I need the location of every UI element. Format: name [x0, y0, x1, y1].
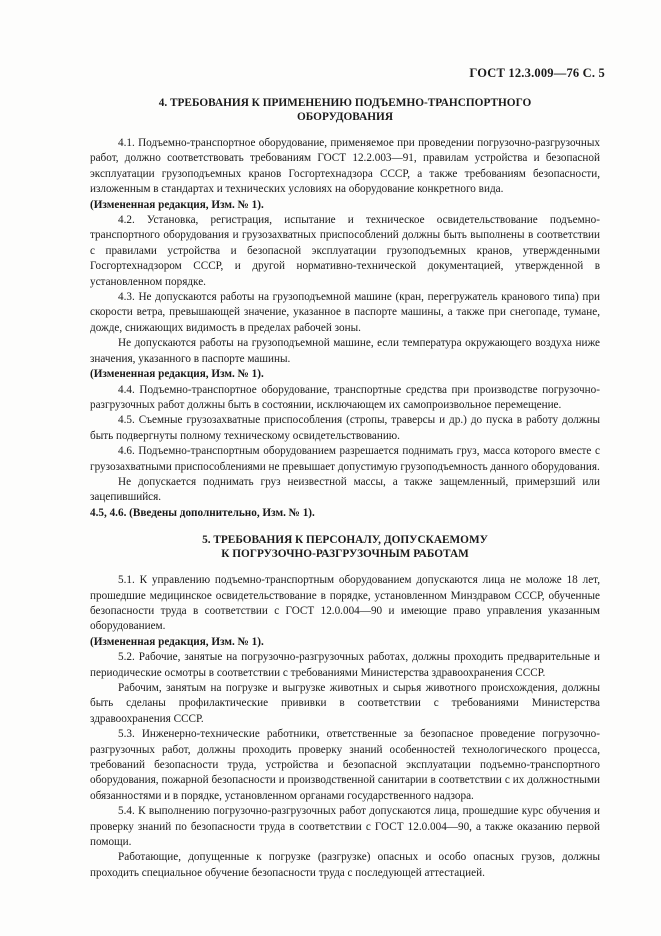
- amendment-note-4-1: (Измененная редакция, Изм. № 1).: [90, 198, 264, 211]
- section-4-title: [90, 96, 600, 124]
- section-5-title-line2: К ПОГРУЗОЧНО-РАЗГРУЗОЧНЫМ РАБОТАМ: [221, 548, 469, 561]
- section-5-title: [90, 533, 600, 561]
- clause-4-3: 4.3. Не допускаются работы на грузоподъемной машине (кран, перегружатель кранового типа) при скорости ветра, превышающей значение, указанное в паспорте машины, а также при снегопаде, тумане, дожде, снижающих видимость в пределах рабочей зоны.: [90, 291, 600, 334]
- clause-4-5: 4.5. Съемные грузозахватные приспособления (стропы, траверсы и др.) до пуска в работу должны быть подвергнуты полному техническому освидетельствованию.: [90, 414, 600, 442]
- clause-4-4: 4.4. Подъемно-транспортное оборудование, транспортные средства при производстве погрузочно-разгрузочных работ должны быть в состоянии, исключающем их самопроизвольное перемещение.: [90, 383, 600, 411]
- amendment-note-5-1: (Измененная редакция, Изм. № 1).: [90, 635, 264, 648]
- page-header-doc-ref: ГОСТ 12.3.009—76 С. 5: [469, 66, 605, 80]
- section-5-title-line1: 5. ТРЕБОВАНИЯ К ПЕРСОНАЛУ, ДОПУСКАЕМОМУ: [202, 534, 488, 547]
- page-content: [90, 96, 600, 881]
- clause-4-1: 4.1. Подъемно-транспортное оборудование, применяемое при проведении погрузочно-разгрузочных работ, должно соответствовать требованиям ГОСТ 12.2.003—91, правилам устройства и безопасной эксплуатации грузоподъемных кранов Госгортехнадзора СССР, а также требованиям безопасности, изложенным в стандартах и технических условиях на оборудование конкретного вида.: [90, 137, 600, 196]
- clause-5-2-paragraph-2: Рабочим, занятым на погрузке и выгрузке животных и сырья животного происхождения, должны быть сделаны профилактические прививки в соответствии с требованиями Министерства здравоохранения СССР.: [90, 682, 600, 725]
- clause-5-3: 5.3. Инженерно-технические работники, ответственные за безопасное проведение погрузочно-разгрузочных работ, должны проходить проверку знаний особенностей технологического процесса, требований безопасности труда, устройства и безопасной эксплуатации подъемно-транспортного оборудования, пожарной безопасности и производственной санитарии в соответствии с их должностными обязанностями и в порядке, установленном органами государственного надзора.: [90, 728, 600, 802]
- clause-5-4-paragraph-2: Работающие, допущенные к погрузке (разгрузке) опасных и особо опасных грузов, должны проходить специальное обучение безопасности труда с последующей аттестацией.: [90, 851, 600, 879]
- section-4-title-line1: 4. ТРЕБОВАНИЯ К ПРИМЕНЕНИЮ ПОДЪЕМНО-ТРАНСПОРТНОГО: [158, 97, 532, 109]
- amendment-note-4-5-4-6: 4.5, 4.6. (Введены дополнительно, Изм. № 1).: [90, 506, 315, 519]
- amendment-note-4-3: (Измененная редакция, Изм. № 1).: [90, 368, 264, 381]
- clause-5-2: 5.2. Рабочие, занятые на погрузочно-разгрузочных работах, должны проходить предварительные и периодические осмотры в соответствии с требованиями Министерства здравоохранения СССР.: [90, 651, 600, 679]
- section-4-title-line2: ОБОРУДОВАНИЯ: [296, 111, 393, 123]
- clause-4-6: 4.6. Подъемно-транспортным оборудованием разрешается поднимать груз, масса которого вместе с грузозахватными приспособлениями не превышает допустимую грузоподъемность данного оборудования.: [90, 445, 600, 473]
- clause-4-2: 4.2. Установка, регистрация, испытание и техническое освидетельствование подъемно-транспортного оборудования и грузозахватных приспособлений должны быть выполнены в соответствии с правилами устройства и безопасной эксплуатации грузоподъемных кранов, утвержденными Госгортехнадзором СССР, и другой нормативно-технической документацией, утвержденной в установленном порядке.: [90, 214, 600, 288]
- clause-5-4: 5.4. К выполнению погрузочно-разгрузочных работ допускаются лица, прошедшие курс обучения и проверку знаний по безопасности труда в соответствии с ГОСТ 12.0.004—90, а также оказанию первой помощи.: [90, 805, 600, 849]
- clause-4-3-paragraph-2: Не допускаются работы на грузоподъемной машине, если температура окружающего воздуха ниже значения, указанного в паспорте машины.: [90, 337, 600, 365]
- clause-5-1: 5.1. К управлению подъемно-транспортным оборудованием допускаются лица не моложе 18 лет, прошедшие медицинское освидетельствование в порядке, установленном Минздравом СССР, обученные безопасности труда в соответствии с ГОСТ 12.0.004—90 и имеющие право управления указанным оборудованием.: [90, 574, 600, 633]
- clause-4-6-paragraph-2: Не допускается поднимать груз неизвестной массы, а также защемленный, примерзший или зацепившийся.: [90, 475, 600, 504]
